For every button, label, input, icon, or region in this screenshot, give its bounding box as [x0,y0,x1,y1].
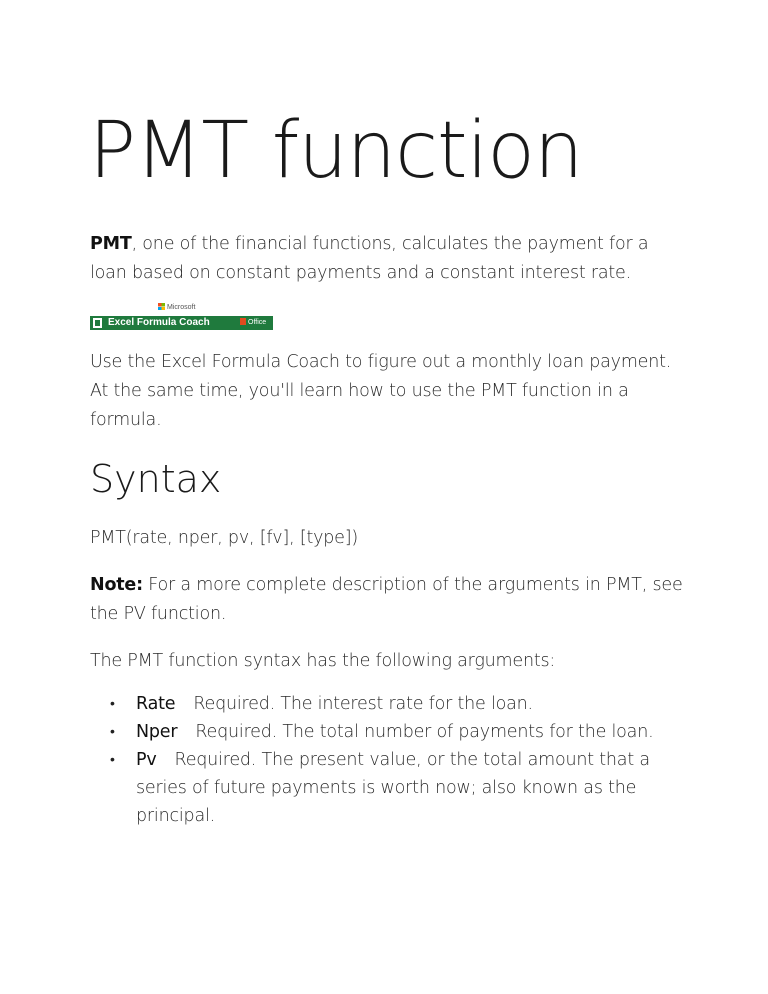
note-text: For a more complete description of the arguments in PMT, see the PV function. [90,575,683,624]
argument-rate [110,690,690,718]
syntax-line: PMT(rate, nper, pv, [fv], [type]) [90,528,358,548]
coach-paragraph: Use the Excel Formula Coach to figure out a monthly loan payment. At the same time, you'll learn how to use the PMT function in a formula. [90,352,672,430]
microsoft-squares-icon [158,303,165,310]
bullet-icon: • [110,696,115,712]
excel-formula-coach-banner[interactable] [90,302,273,330]
argument-term: Pv [136,750,157,770]
intro-term: PMT [90,234,132,254]
office-icon [240,318,246,325]
bullet-icon: • [110,752,115,768]
argument-description: Required. The total number of payments for the loan. [195,722,654,742]
page-title: PMT function [89,106,583,196]
banner-bar [90,316,273,330]
intro-paragraph [90,230,690,288]
argument-term: Rate [136,694,176,714]
argument-nper [110,718,690,746]
microsoft-logo [158,303,195,312]
office-logo [240,316,266,330]
argument-description: Required. The present value, or the total amount that a series of future payments is worth now; also known as the principal. [136,750,650,826]
argument-description: Required. The interest rate for the loan. [193,694,533,714]
argument-pv [110,746,690,830]
syntax-heading: Syntax [90,457,222,501]
microsoft-label: Microsoft [167,304,196,311]
office-label: Office [248,319,267,326]
bullet-icon: • [110,724,115,740]
note-paragraph [90,571,690,629]
note-label: Note: [90,575,143,595]
arguments-intro: The PMT function syntax has the following arguments: [90,651,556,671]
intro-text: , one of the financial functions, calculates the payment for a loan based on constant payments and a constant interest rate. [90,234,649,283]
banner-label: Excel Formula Coach [108,317,210,328]
excel-icon [93,318,102,328]
arguments-list [110,690,690,830]
argument-term: Nper [136,722,178,742]
